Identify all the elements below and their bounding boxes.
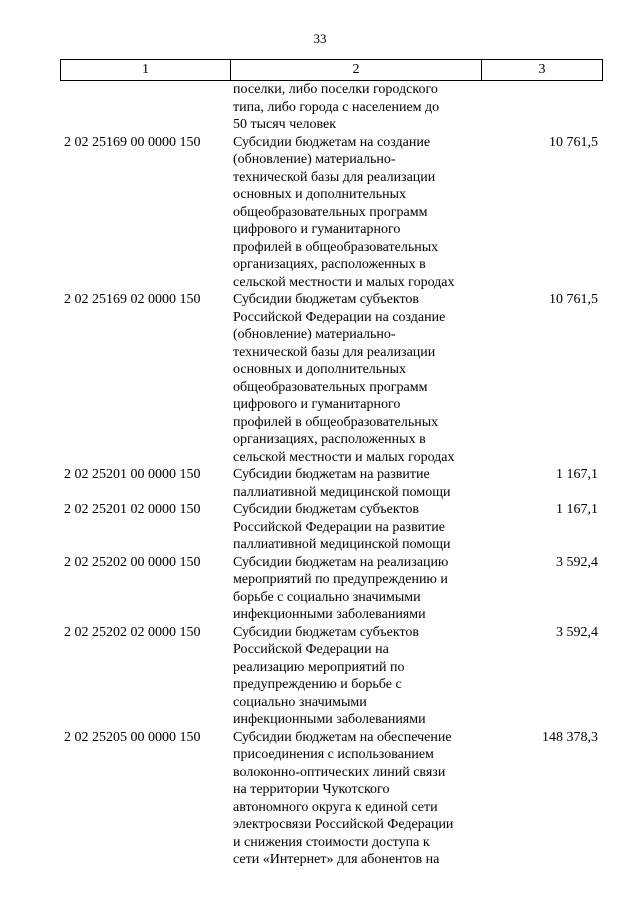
budget-code: 2 02 25205 00 0000 150 (64, 729, 201, 745)
table-row (60, 81, 603, 134)
budget-code: 2 02 25201 00 0000 150 (64, 467, 201, 482)
description-line: основных и дополнительных (233, 362, 407, 377)
description-line: (обновление) материально- (233, 152, 396, 167)
description-line: Российской Федерации на создание (233, 309, 446, 325)
description (230, 134, 481, 292)
amount: 1 167,1 (556, 502, 598, 517)
description-line: присоединения с использованием (233, 747, 434, 762)
description-line: на территории Чукотского (233, 782, 390, 797)
description-line: предупреждению и борьбе с (233, 677, 402, 692)
description-line: паллиативной медицинской помощи (233, 484, 451, 500)
description-line: цифрового и гуманитарного (233, 222, 401, 237)
description-line: социально значимыми (233, 694, 367, 710)
description-line: сети «Интернет» для абонентов на (233, 852, 440, 867)
description-line: поселки, либо поселки городского (233, 82, 438, 97)
description-line: технической базы для реализации (233, 344, 436, 360)
header-col-2: 2 (231, 60, 482, 80)
description (230, 501, 481, 554)
amount: 10 761,5 (549, 134, 598, 150)
description-line: сельской местности и малых городах (233, 274, 455, 290)
description-line: паллиативной медицинской помощи (233, 537, 451, 552)
page-number: 33 (313, 31, 327, 46)
amount: 3 592,4 (556, 624, 598, 640)
budget-code: 2 02 25169 00 0000 150 (64, 134, 201, 150)
description-line: Субсидии бюджетам субъектов (233, 624, 420, 640)
description-line: технической базы для реализации (233, 169, 436, 185)
description-line: сельской местности и малых городах (233, 449, 455, 465)
amount (481, 81, 603, 134)
description-line: типа, либо города с населением до (233, 99, 440, 115)
description-line: автономного округа к единой сети (233, 799, 438, 815)
description-line: Российской Федерации на (233, 642, 389, 657)
budget-code: 2 02 25202 02 0000 150 (64, 624, 201, 640)
description-line: мероприятий по предупреждению и (233, 572, 448, 587)
table-body (60, 81, 603, 869)
description (230, 291, 481, 466)
description-line: организациях, расположенных в (233, 432, 426, 447)
amount: 3 592,4 (556, 554, 598, 570)
description-line: цифрового и гуманитарного (233, 397, 401, 412)
description-line: (обновление) материально- (233, 327, 396, 342)
description (230, 81, 481, 134)
table-row (60, 134, 603, 292)
description-line: профилей в общеобразовательных (233, 414, 439, 430)
amount: 148 378,3 (542, 729, 598, 745)
description (230, 624, 481, 729)
table-row (60, 554, 603, 624)
description-line: инфекционными заболеваниями (233, 712, 426, 727)
description-line: Субсидии бюджетам на обеспечение (233, 729, 452, 745)
description-line: Субсидии бюджетам субъектов (233, 502, 420, 517)
description-line: 50 тысяч человек (233, 117, 337, 132)
description-line: и снижения стоимости доступа к (233, 834, 430, 850)
description-line: профилей в общеобразовательных (233, 239, 439, 255)
description-line: Субсидии бюджетам на развитие (233, 467, 430, 482)
table-row (60, 291, 603, 466)
table-row (60, 501, 603, 554)
budget-code: 2 02 25202 00 0000 150 (64, 554, 201, 570)
budget-code (60, 81, 230, 134)
header-col-3: 3 (538, 62, 546, 77)
budget-code: 2 02 25169 02 0000 150 (64, 292, 201, 307)
header-col-1: 1 (61, 60, 231, 80)
description-line: организациях, расположенных в (233, 257, 426, 272)
description-line: основных и дополнительных (233, 187, 407, 202)
table-row (60, 624, 603, 729)
amount: 1 167,1 (556, 467, 598, 482)
description-line: волоконно-оптических линий связи (233, 764, 446, 780)
description (230, 466, 481, 501)
amount: 10 761,5 (549, 292, 598, 307)
description (230, 554, 481, 624)
description-line: Российской Федерации на развитие (233, 519, 445, 535)
description-line: Субсидии бюджетам субъектов (233, 292, 420, 307)
description (230, 729, 481, 869)
budget-code: 2 02 25201 02 0000 150 (64, 502, 201, 517)
description-line: общеобразовательных программ (233, 204, 428, 220)
table-header (60, 59, 603, 81)
description-line: Субсидии бюджетам на создание (233, 134, 431, 150)
description-line: борьбе с социально значимыми (233, 589, 421, 605)
description-line: инфекционными заболеваниями (233, 607, 426, 622)
description-line: электросвязи Российской Федерации (233, 817, 454, 832)
table-row (60, 729, 603, 869)
description-line: реализацию мероприятий по (233, 659, 405, 675)
description-line: общеобразовательных программ (233, 379, 428, 395)
description-line: Субсидии бюджетам на реализацию (233, 554, 449, 570)
table-row (60, 466, 603, 501)
